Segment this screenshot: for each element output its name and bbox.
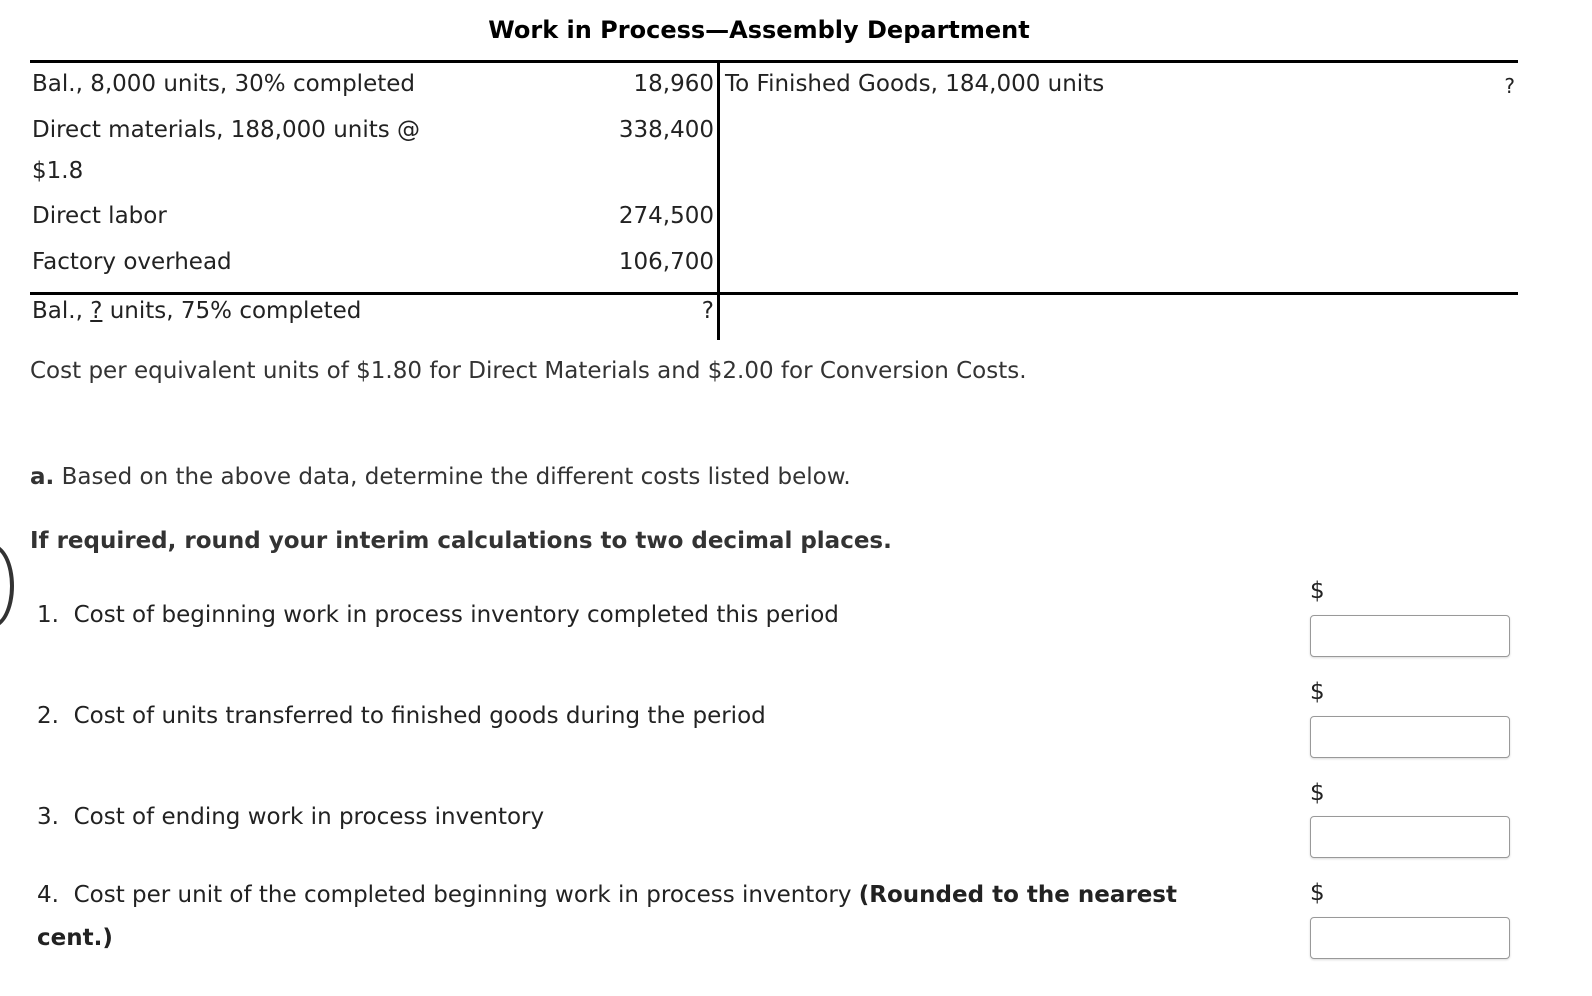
cost-per-equivalent-unit-note: Cost per equivalent units of $1.80 for Direct Materials and $2.00 for Conversion Costs. <box>30 358 1027 384</box>
rounding-instruction: If required, round your interim calculations to two decimal places. <box>30 528 892 554</box>
question-1-answer-input[interactable] <box>1310 615 1510 657</box>
t-account-title: Work in Process—Assembly Department <box>488 16 1030 44</box>
part-a-marker: a. <box>30 464 55 490</box>
question-3-answer-input[interactable] <box>1310 816 1510 858</box>
debit-direct-labor-amount: 274,500 <box>618 203 714 229</box>
ending-balance-label: Bal., ? units, 75% completed <box>32 298 362 324</box>
question-2: 2. Cost of units transferred to finished goods during the period <box>37 703 766 729</box>
question-1-currency: $ <box>1310 578 1325 604</box>
debit-direct-materials-amount: 338,400 <box>618 117 714 143</box>
question-3: 3. Cost of ending work in process inventory <box>37 804 545 830</box>
t-account-top-rule <box>30 60 1518 63</box>
t-account-divider <box>717 61 720 340</box>
question-4-rounding-note: (Rounded to the nearest cent.) <box>37 882 1177 951</box>
question-1: 1. Cost of beginning work in process inventory completed this period <box>37 602 839 628</box>
debit-factory-overhead-label: Factory overhead <box>32 249 232 275</box>
debit-direct-materials-label-cont: $1.8 <box>32 158 84 184</box>
credit-finished-goods-amount: ? <box>1504 74 1515 98</box>
question-4-currency: $ <box>1310 880 1325 906</box>
part-a-instruction: a. Based on the above data, determine the different costs listed below. <box>30 464 851 490</box>
credit-finished-goods-label: To Finished Goods, 184,000 units <box>725 71 1105 97</box>
t-account-total-rule <box>30 292 1518 295</box>
debit-factory-overhead-amount: 106,700 <box>618 249 714 275</box>
question-2-currency: $ <box>1310 679 1325 705</box>
circle-marker-icon <box>0 544 14 628</box>
ending-balance-amount: ? <box>701 298 714 324</box>
debit-direct-labor-label: Direct labor <box>32 203 167 229</box>
debit-beginning-balance-label: Bal., 8,000 units, 30% completed <box>32 71 415 97</box>
question-2-answer-input[interactable] <box>1310 716 1510 758</box>
question-3-currency: $ <box>1310 780 1325 806</box>
question-4-answer-input[interactable] <box>1310 917 1510 959</box>
question-4: 4. Cost per unit of the completed beginning work in process inventory (Rounded to the nearest cent.) <box>37 882 1177 951</box>
ending-balance-units: ? <box>90 298 103 324</box>
debit-beginning-balance-amount: 18,960 <box>633 71 714 97</box>
debit-direct-materials-label: Direct materials, 188,000 units @ <box>32 117 421 143</box>
